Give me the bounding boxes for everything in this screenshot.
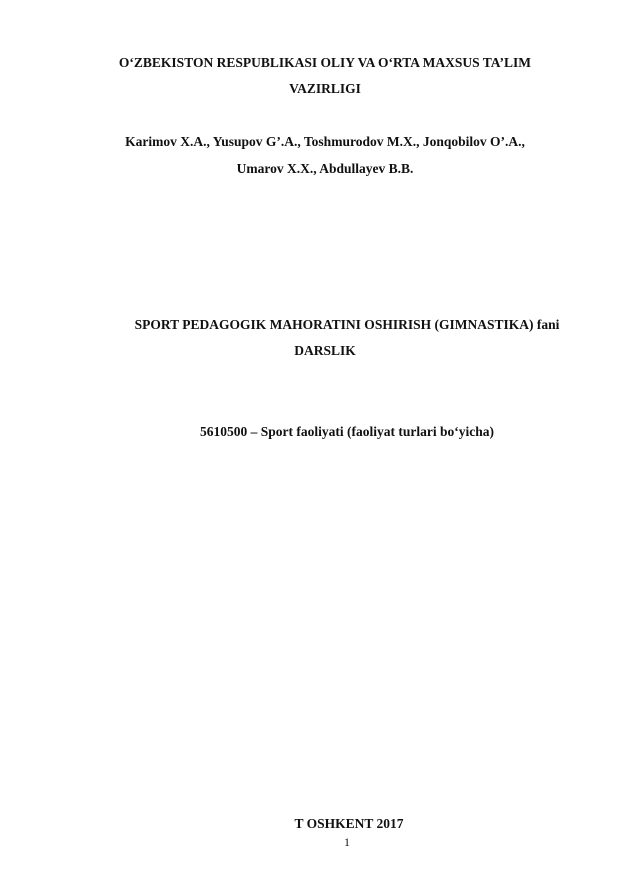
book-type-label: DARSLIK — [294, 343, 356, 358]
city-year: T OSHKENT 2017 — [294, 816, 404, 831]
specialty-code: 5610500 – Sport faoliyati (faoliyat turlari bo‘yicha) — [200, 424, 494, 439]
ministry-heading-line-1: O‘ZBEKISTON RESPUBLIKASI OLIY VA O‘RTA MAXSUS TA’LIM — [118, 55, 532, 70]
authors-line-1: Karimov X.A., Yusupov G’.A., Toshmurodov M.X., Jonqobilov O’.A., — [125, 134, 525, 149]
page-number: 1 — [344, 835, 350, 849]
ministry-heading-line-2: VAZIRLIGI — [289, 81, 361, 96]
authors-line-2: Umarov X.X., Abdullayev B.B. — [236, 161, 414, 176]
book-title-line-1: SPORT PEDAGOGIK MAHORATINI OSHIRISH (GIMNASTIKA) fani — [134, 317, 560, 332]
